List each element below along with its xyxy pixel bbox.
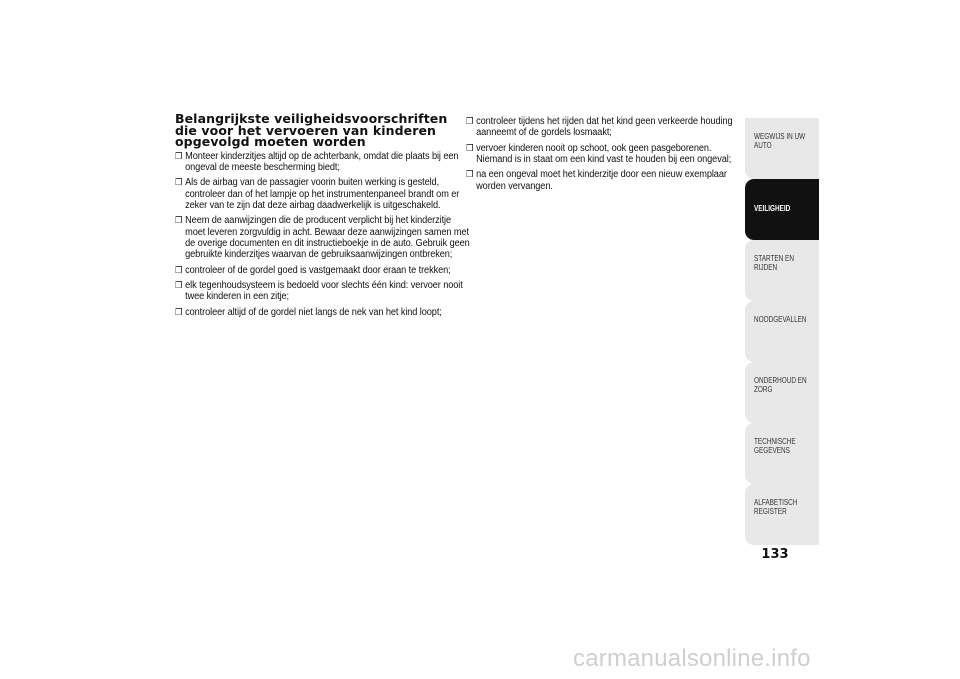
tab-veiligheid[interactable]: VEILIGHEID xyxy=(745,179,819,240)
tab-technische-gegevens[interactable]: TECHNISCHE GEGEVENS xyxy=(745,423,819,484)
checkbox-bullet-icon: ❒ xyxy=(175,306,183,317)
tab-noodgevallen[interactable]: NOODGEVALLEN xyxy=(745,301,819,362)
list-item: ❒ na een ongeval moet het kinderzitje door een nieuw exemplaar worden vervangen. xyxy=(466,169,727,192)
tab-starten-en-rijden[interactable]: STARTEN EN RIJDEN xyxy=(745,240,819,301)
list-item: ❒ vervoer kinderen nooit op schoot, ook geen pasgeborenen. Niemand is in staat om een kind vast te houden bij een ongeval; xyxy=(466,142,732,165)
tab-onderhoud-en-zorg[interactable]: ONDERHOUD EN ZORG xyxy=(745,362,819,423)
list-item: ❒ elk tegenhoudsysteem is bedoeld voor slechts één kind: vervoer nooit twee kinderen in een zitje; xyxy=(175,280,463,303)
list-item: ❒ Neem de aanwijzingen die de producent verplicht bij het kinderzitje moet leveren zorgvuldig in acht. Bewaar deze aanwijzingen samen met de overige documenten en dit instructieboekje in de auto. Gebruik geen gebruikte kinderzitjes waarvan de gebruiksaanwijzingen ontbreken; xyxy=(175,215,470,260)
checkbox-bullet-icon: ❒ xyxy=(466,169,474,180)
checkbox-bullet-icon: ❒ xyxy=(466,116,474,126)
checkbox-bullet-icon: ❒ xyxy=(175,264,183,275)
checkbox-bullet-icon: ❒ xyxy=(175,280,183,290)
list-item: ❒ controleer tijdens het rijden dat het kind geen verkeerde houding aanneemt of de gordels losmaakt; xyxy=(466,116,733,139)
checkbox-bullet-icon: ❒ xyxy=(466,142,474,153)
list-item: ❒ controleer of de gordel goed is vastgemaakt door eraan te trekken; xyxy=(175,264,451,276)
watermark-text: carmanualsonline.info xyxy=(573,645,811,672)
checkbox-bullet-icon: ❒ xyxy=(175,150,183,161)
page-number: 133 xyxy=(761,547,789,562)
checkbox-bullet-icon: ❒ xyxy=(175,177,183,188)
list-item: ❒ controleer altijd of de gordel niet langs de nek van het kind loopt; xyxy=(175,306,442,318)
left-column xyxy=(175,112,470,322)
tab-wegwijs-in-uw-auto[interactable]: WEGWIJS IN UW AUTO xyxy=(745,118,819,179)
section-heading: Belangrijkste veiligheidsvoorschriften die voor het vervoeren van kinderen opgevolgd moeten worden xyxy=(175,112,448,150)
right-column xyxy=(466,116,733,196)
checkbox-bullet-icon: ❒ xyxy=(175,215,183,226)
tab-alfabetisch-register[interactable]: ALFABETISCH REGISTER xyxy=(745,484,819,545)
list-item: ❒ Monteer kinderzitjes altijd op de achterbank, omdat die plaats bij een ongeval de meeste bescherming biedt; xyxy=(175,150,459,173)
list-item: ❒ Als de airbag van de passagier voorin buiten werking is gesteld, controleer dan of het lampje op het instrumentenpaneel brandt om er zeker van te zijn dat deze airbag daadwerkelijk is uitgeschakeld. xyxy=(175,177,460,211)
left-item-list xyxy=(175,150,470,318)
